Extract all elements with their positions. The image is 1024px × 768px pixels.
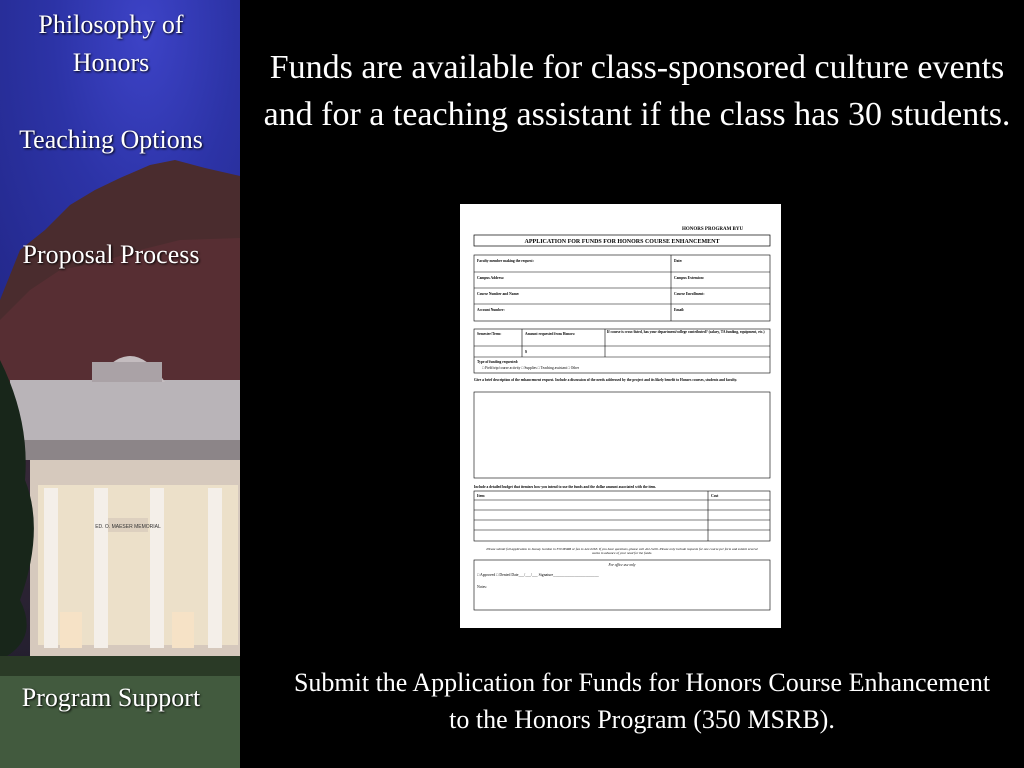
form-title: APPLICATION FOR FUNDS FOR HONORS COURSE ENHANCEMENT [524,239,720,245]
sidebar-item-teaching-options[interactable]: Teaching Options [19,125,203,154]
slide-headline: Funds are available for class-sponsored culture events and for a teaching assistant if the class has 30 students. [263,49,1011,133]
slide-caption: Submit the Application for Funds for Honors Course Enhancement to the Honors Program (350 MSRB). [293,668,991,734]
maeser-building-photo [0,0,240,768]
sidebar-item-philosophy[interactable]: Philosophy of Honors [38,10,184,77]
form-field-faculty: Faculty member making the request: [477,259,534,263]
form-field-semester: Semester/Term: [477,332,502,336]
form-submit-note: Please submit full application to Jeanay Gordon in 350 MSRB or fax to 422-0263. If you have questions, please call 422-5226. Please only include requests for one course per form and submit several weeks in advance of your need for the funds. [486,547,758,556]
form-field-description: Give a brief description of the enhancement request. Include a discussion of the needs addressed by the project and its likely benefit to Honors courses, students and faculty. [474,378,738,382]
form-field-funding-type: Type of funding requested: [477,360,519,364]
form-office-use: For office use only [608,563,636,567]
form-field-funding-options: □ Field trip/course activity □ Supplies □ Teaching assistant □ Other [482,366,579,370]
form-field-cross-listed: If course is cross-listed, has your department/college contributed? (salary, TA funding, equipment, etc.) [607,330,765,334]
application-form-image [460,204,781,628]
sidebar-item-proposal-process[interactable]: Proposal Process [22,240,200,269]
form-field-amount: Amount requested from Honors: [525,332,576,336]
building-plaque: ED. O. MAESER MEMORIAL [95,524,161,530]
form-field-budget: Include a detailed budget that itemizes how you intend to use the funds and the dollar amount associated with the item. [474,485,657,489]
form-notes: Notes: [477,585,487,589]
form-approval-line: □ Approved □ Denied Date___/___/___ Signature________________________ [477,573,599,577]
form-program-label: HONORS PROGRAM BYU [682,227,744,232]
form-field-campus-address: Campus Address: [477,276,505,280]
form-field-cost: Cost [711,494,719,498]
form-field-date: Date: [674,259,683,263]
form-field-campus-extension: Campus Extension: [674,276,705,280]
form-field-dollar: $ [525,349,527,354]
sidebar-item-program-support[interactable]: Program Support [21,683,201,712]
form-field-course-number: Course Number and Name: [477,292,520,296]
form-field-course-enrollment: Course Enrollment: [674,292,705,296]
form-field-item: Item [477,494,485,498]
sidebar [0,0,240,768]
form-field-account-number: Account Number: [477,308,505,312]
form-field-email: Email: [674,308,685,312]
